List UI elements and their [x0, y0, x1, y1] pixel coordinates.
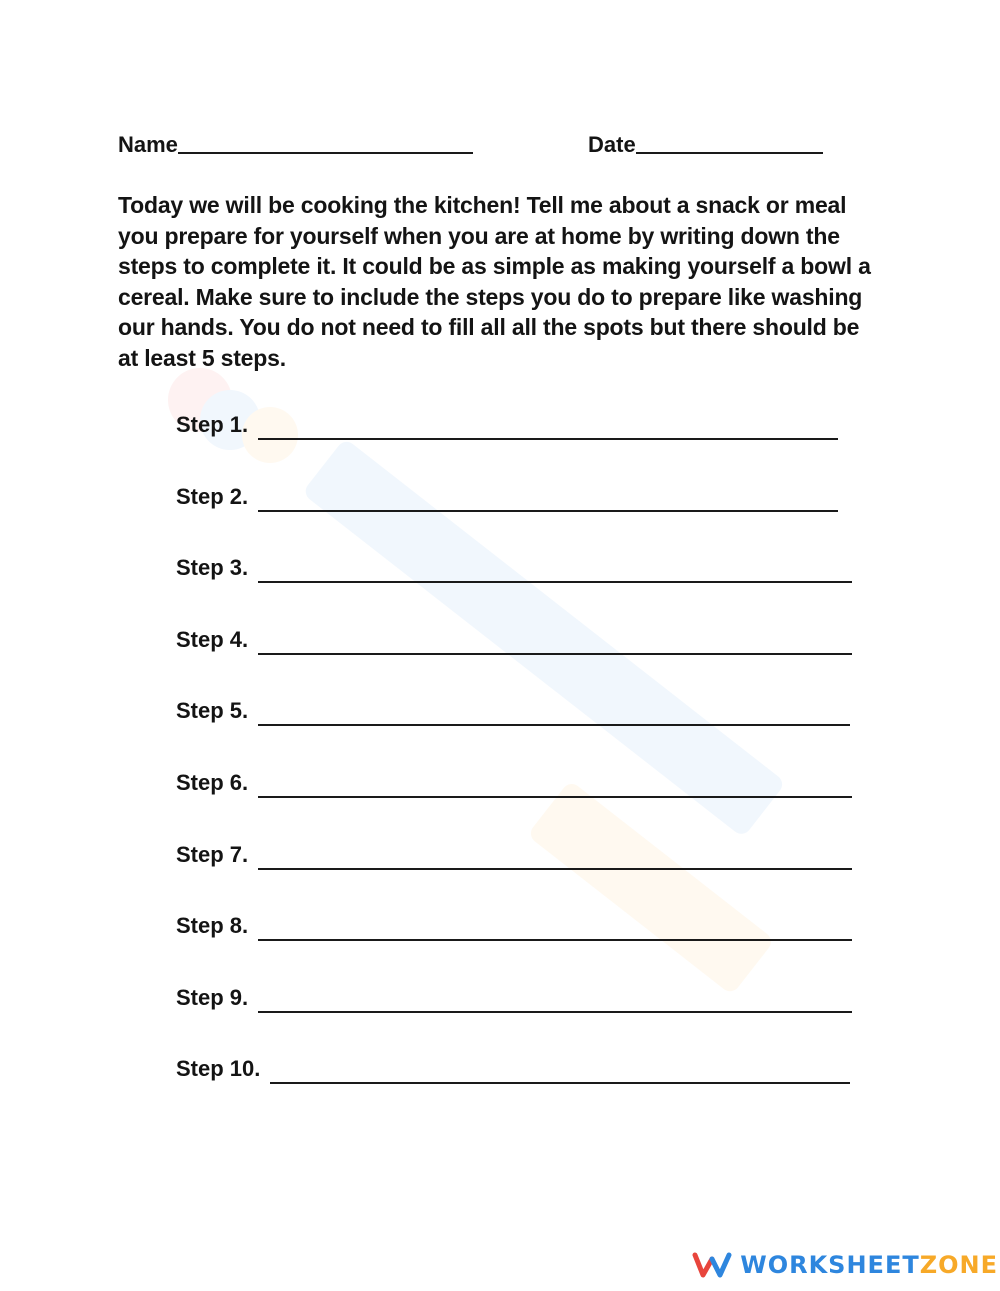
brand-wordmark — [740, 1251, 998, 1279]
header-row — [118, 118, 838, 158]
brand-wordmark-part1: WORKSHEET — [740, 1251, 920, 1279]
step-row — [176, 623, 876, 695]
step-row — [176, 838, 876, 910]
instructions-paragraph: Today we will be cooking the kitchen! Tell me about a snack or meal you prepare for yourself when you are at home by writing down the steps to complete it. It could be as simple as making yourself a bowl a cereal. Make sure to include the steps you do to prepare like washing our hands. You do not need to fill all all the spots but there should be at least 5 steps. — [118, 192, 871, 371]
name-label: Name — [118, 132, 178, 157]
step-row — [176, 408, 876, 480]
step-answer-line[interactable] — [258, 981, 852, 1013]
worksheetzone-logo-icon — [692, 1251, 732, 1279]
date-label: Date — [588, 132, 636, 157]
step-answer-line[interactable] — [258, 480, 838, 512]
step-label: Step 7. — [176, 841, 249, 867]
step-row — [176, 909, 876, 981]
steps-list — [176, 408, 876, 1124]
step-row — [176, 981, 876, 1053]
step-row — [176, 766, 876, 838]
date-field[interactable] — [588, 118, 823, 158]
step-label: Step 9. — [176, 984, 249, 1010]
step-answer-line[interactable] — [258, 838, 852, 870]
step-label: Step 8. — [176, 913, 249, 939]
date-blank-line[interactable] — [636, 134, 823, 154]
step-answer-line[interactable] — [258, 694, 850, 726]
brand-wordmark-part2: ZONE — [919, 1251, 998, 1279]
step-label: Step 5. — [176, 698, 249, 724]
step-label: Step 2. — [176, 483, 249, 509]
step-label: Step 4. — [176, 626, 249, 652]
step-label: Step 10. — [176, 1056, 261, 1082]
step-answer-line[interactable] — [258, 408, 838, 440]
step-row — [176, 1052, 876, 1124]
step-answer-line[interactable] — [258, 551, 852, 583]
step-row — [176, 694, 876, 766]
step-answer-line[interactable] — [258, 623, 852, 655]
step-answer-line[interactable] — [270, 1052, 850, 1084]
step-answer-line[interactable] — [258, 766, 852, 798]
step-label: Step 1. — [176, 412, 249, 437]
step-answer-line[interactable] — [258, 909, 852, 941]
step-label: Step 6. — [176, 769, 249, 795]
step-label: Step 3. — [176, 555, 249, 581]
step-row — [176, 480, 876, 552]
brand-logo — [692, 1251, 998, 1279]
step-row — [176, 551, 876, 623]
name-blank-line[interactable] — [178, 134, 473, 154]
name-field[interactable] — [118, 118, 473, 158]
